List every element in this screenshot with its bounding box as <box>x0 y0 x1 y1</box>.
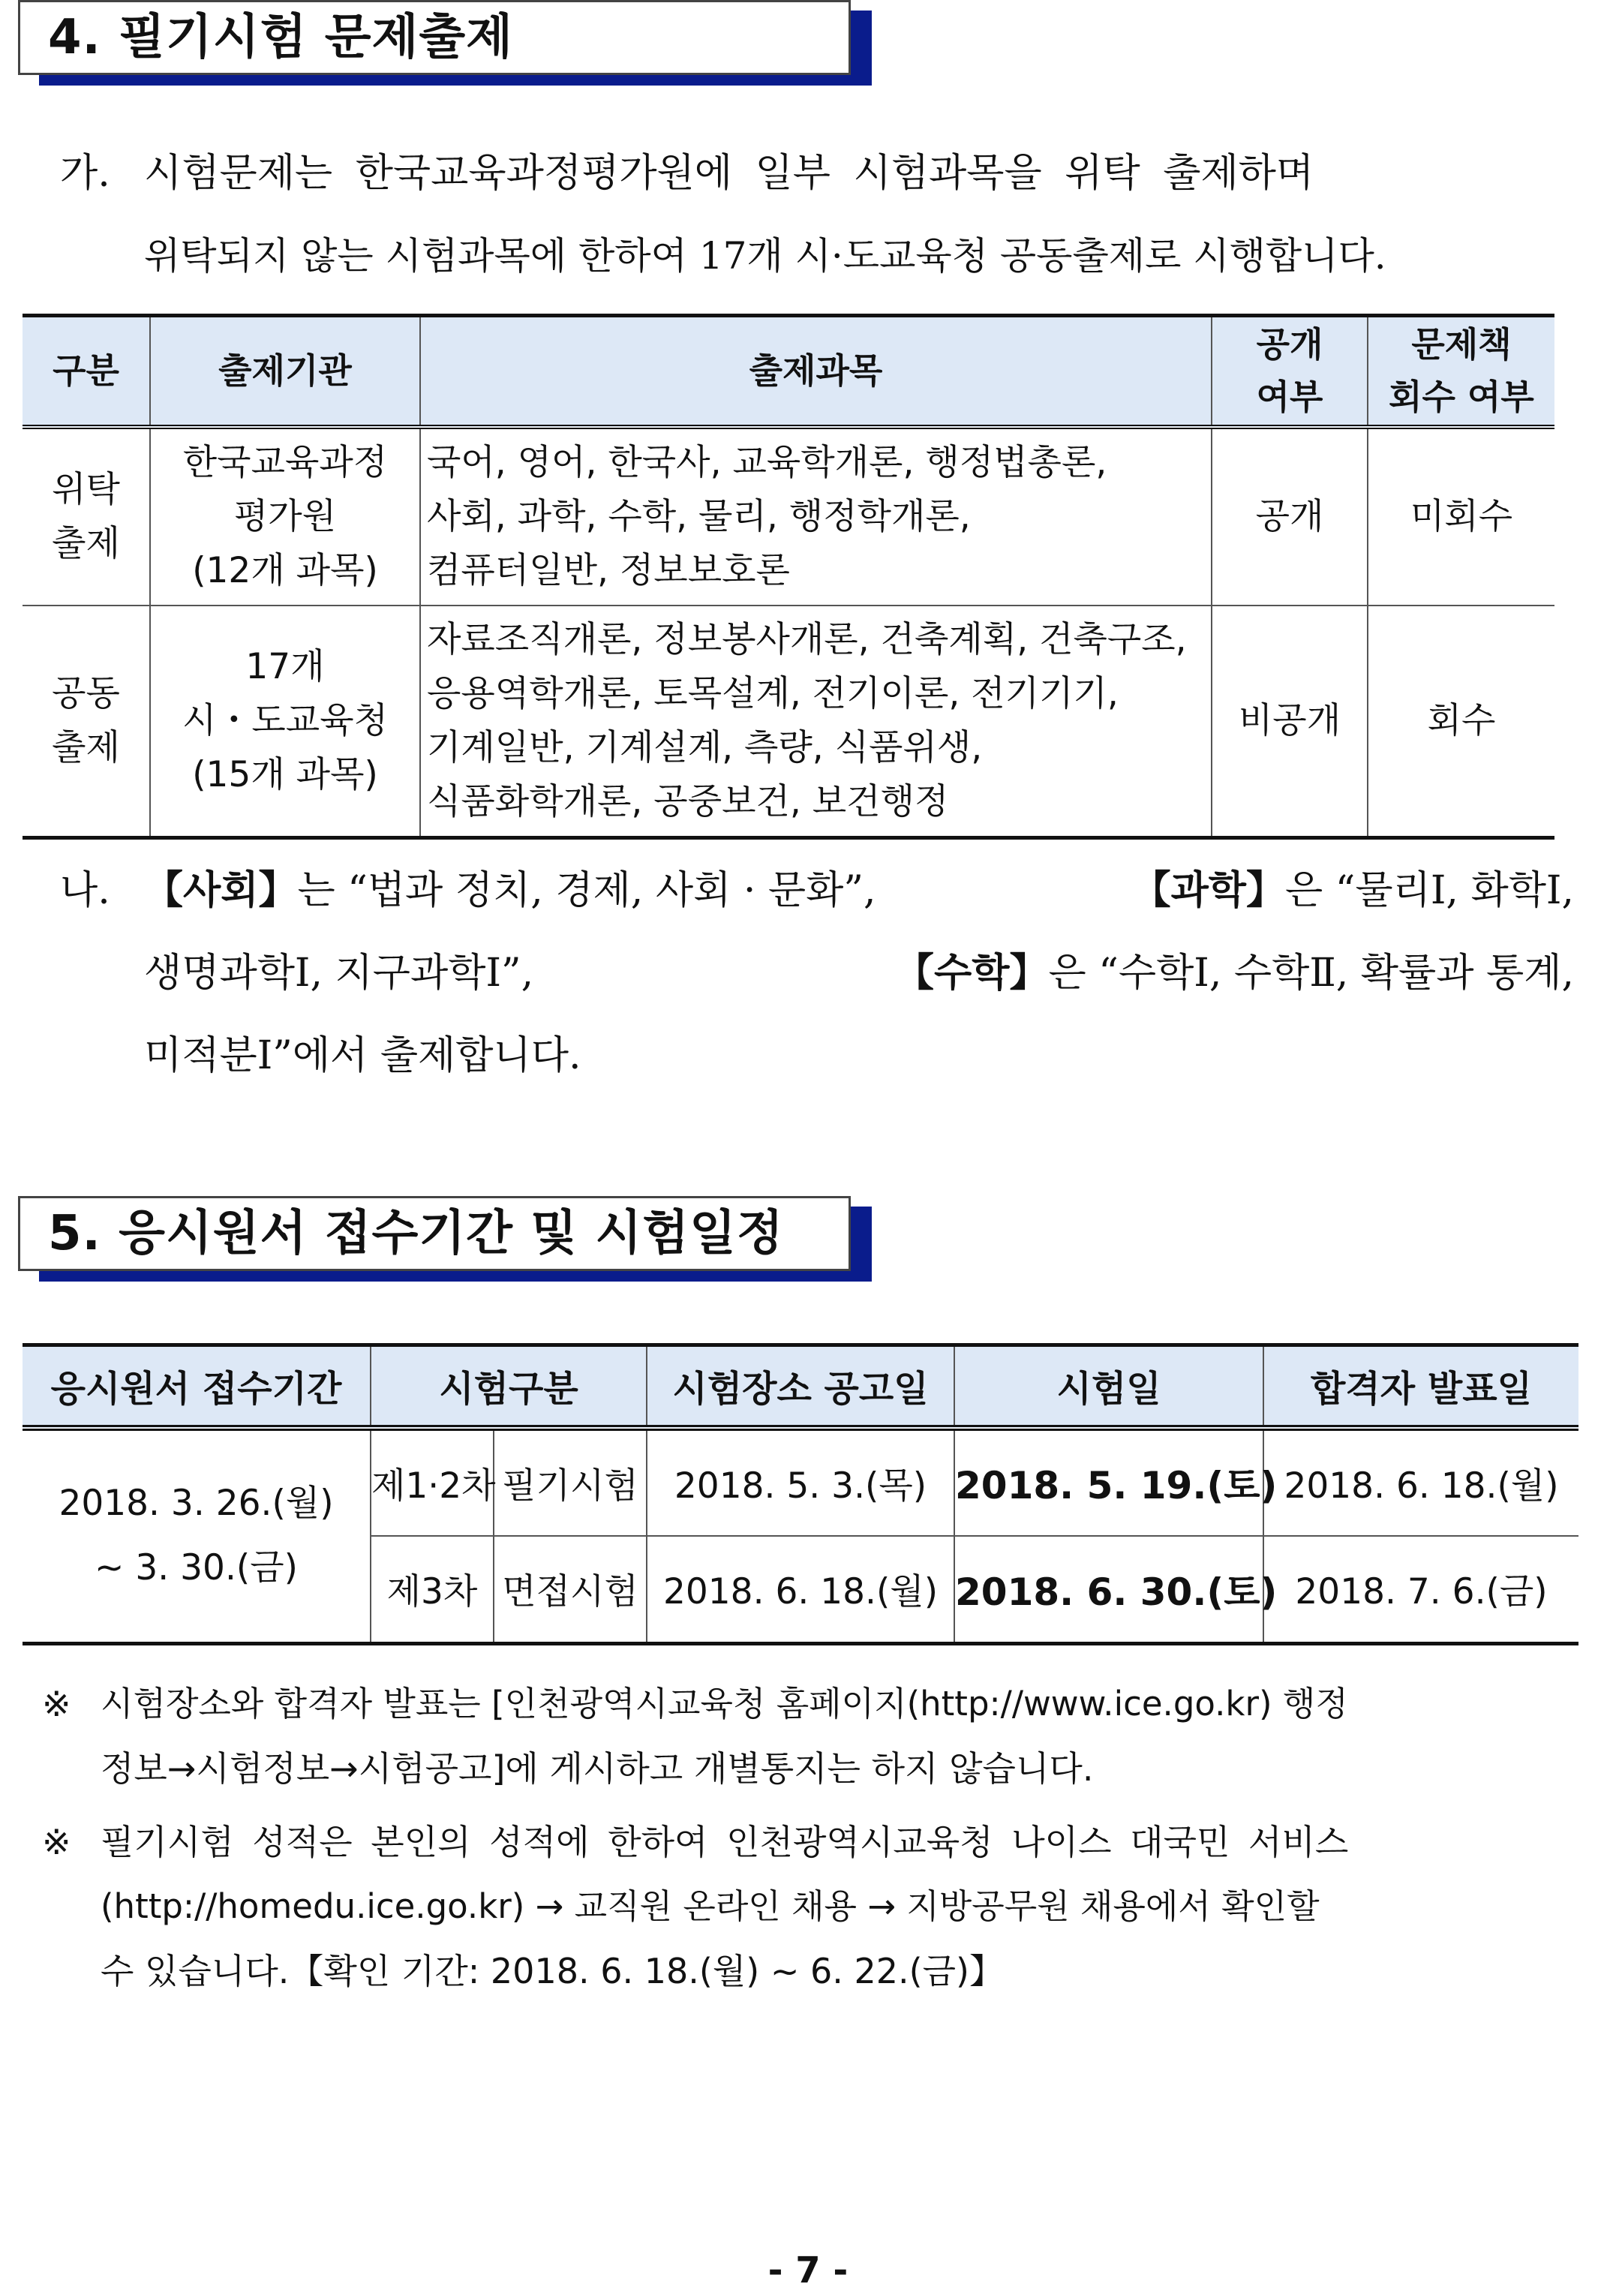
table-row <box>23 1428 1578 1536</box>
header-collect-line: 문제책 <box>1411 324 1512 365</box>
note-line: 시험장소와 합격자 발표는 [인천광역시교육청 홈페이지(http://www.ice.go.kr) 행정 <box>101 1684 1348 1724</box>
subject-line: 기계일반, 기계설계, 측량, 식품위생, <box>427 726 983 768</box>
result-date-cell: 2018. 7. 6.(금) <box>1263 1536 1578 1644</box>
header-collect <box>1368 316 1554 427</box>
collect-cell: 미회수 <box>1368 427 1554 606</box>
subjects-cell <box>420 427 1212 606</box>
header-public <box>1212 316 1368 427</box>
note-line: 정보→시험정보→시험공고]에 게시하고 개별통지는 하지 않습니다. <box>101 1748 1094 1789</box>
bold-bracket-term: 【수학】 <box>895 951 1049 996</box>
subject-line: 식품화학개론, 공중보건, 보건행정 <box>427 780 949 822</box>
agency-line: (15개 과목) <box>192 753 378 795</box>
table-row <box>23 427 1554 606</box>
agency-line: 한국교육과정 <box>182 441 388 483</box>
period-line: ~ 3. 30.(금) <box>95 1547 298 1589</box>
header-collect-line: 회수 여부 <box>1389 377 1534 418</box>
subject-line: 사회, 과학, 수학, 물리, 행정학개론, <box>427 495 971 537</box>
agency-cell <box>150 427 420 606</box>
note-line: 수 있습니다.【확인 기간: 2018. 6. 18.(월) ~ 6. 22.(금)】 <box>101 1951 1004 1991</box>
subject-line: 국어, 영어, 한국사, 교육학개론, 행정법총론, <box>427 441 1107 483</box>
note-line: 필기시험 성적은 본인의 성적에 한하여 인천광역시교육청 나이스 대국민 서비스 <box>101 1822 1349 1862</box>
type-cell: 필기시험 <box>494 1428 647 1536</box>
agency-cell <box>150 606 420 838</box>
period-line: 2018. 3. 26.(월) <box>59 1483 334 1525</box>
note-line: (http://homedu.ice.go.kr) → 교직원 온라인 채용 → 지방공무원 채용에서 확인할 <box>101 1886 1320 1926</box>
agency-line: (12개 과목) <box>192 549 378 591</box>
public-cell: 비공개 <box>1212 606 1368 838</box>
schedule-table <box>23 1343 1578 1645</box>
paragraph-line <box>144 849 1574 932</box>
header-exam-date: 시험일 <box>954 1345 1263 1428</box>
round-cell: 제3차 <box>371 1536 494 1644</box>
division-line: 공동 <box>52 672 120 714</box>
section-5-title: 5. 응시원서 접수기간 및 시험일정 <box>48 1206 784 1261</box>
header-public-line: 여부 <box>1256 377 1323 418</box>
paragraph-line <box>144 932 1574 1014</box>
note-score-check <box>42 1810 1572 2003</box>
subject-line: 컴퓨터일반, 정보보호론 <box>427 549 790 591</box>
public-cell: 공개 <box>1212 427 1368 606</box>
subject-line: 자료조직개론, 정보봉사개론, 건축계획, 건축구조, <box>427 618 1187 660</box>
header-result-date: 합격자 발표일 <box>1263 1345 1578 1428</box>
subject-table <box>23 314 1554 840</box>
division-line: 출제 <box>52 522 120 564</box>
paragraph-line: 미적분Ⅰ”에서 출제합니다. <box>144 1033 581 1078</box>
round-cell: 제1·2차 <box>371 1428 494 1536</box>
inline-text: 은 “물리Ⅰ, 화학Ⅰ, <box>1285 868 1574 913</box>
section-4-title: 4. 필기시험 문제출제 <box>48 10 513 65</box>
bold-bracket-term: 【과학】 <box>1131 868 1286 913</box>
inline-text <box>1132 849 1574 932</box>
inline-text: 는 “법과 정치, 경제, 사회 · 문화”, <box>297 868 876 913</box>
division-cell <box>23 606 150 838</box>
paragraph-marker: 나. <box>60 868 110 913</box>
paragraph-ga <box>60 132 1574 297</box>
application-period-cell <box>23 1428 371 1644</box>
inline-text <box>895 932 1574 1014</box>
table-row <box>23 606 1554 838</box>
type-cell: 면접시험 <box>494 1536 647 1644</box>
note-mark: ※ <box>42 1684 71 1724</box>
section-5-heading <box>18 1196 851 1282</box>
header-agency: 출제기관 <box>150 316 420 427</box>
section-4-heading <box>18 0 851 86</box>
header-subjects: 출제과목 <box>420 316 1212 427</box>
division-cell <box>23 427 150 606</box>
table-header-row <box>23 316 1554 427</box>
agency-line: 17개 <box>245 645 325 687</box>
note-mark: ※ <box>42 1822 71 1862</box>
exam-date-cell: 2018. 6. 30.(토) <box>954 1536 1263 1644</box>
header-public-line: 공개 <box>1256 324 1323 365</box>
result-date-cell: 2018. 6. 18.(월) <box>1263 1428 1578 1536</box>
bold-bracket-term: 【사회】 <box>144 868 298 913</box>
note-venue-announcement <box>42 1672 1572 1801</box>
collect-cell: 회수 <box>1368 606 1554 838</box>
paragraph-marker: 가. <box>60 151 110 196</box>
inline-text <box>144 849 876 932</box>
page-number: - 7 - <box>767 2249 849 2291</box>
paragraph-line: 시험문제는 한국교육과정평가원에 일부 시험과목을 위탁 출제하며 <box>144 151 1314 196</box>
header-exam-type: 시험구분 <box>371 1345 647 1428</box>
subjects-cell <box>420 606 1212 838</box>
agency-line: 시・도교육청 <box>182 699 388 741</box>
inline-text: 은 “수학Ⅰ, 수학Ⅱ, 확률과 통계, <box>1048 951 1574 996</box>
header-venue-notice: 시험장소 공고일 <box>647 1345 954 1428</box>
subject-line: 응용역학개론, 토목설계, 전기이론, 전기기기, <box>427 672 1119 714</box>
division-line: 위탁 <box>52 468 120 510</box>
notice-date-cell: 2018. 5. 3.(목) <box>647 1428 954 1536</box>
agency-line: 평가원 <box>233 495 337 537</box>
header-application-period: 응시원서 접수기간 <box>23 1345 371 1428</box>
table-header-row <box>23 1345 1578 1428</box>
paragraph-na <box>60 849 1574 1104</box>
paragraph-line: 위탁되지 않는 시험과목에 한하여 17개 시·도교육청 공동출제로 시행합니다. <box>144 234 1386 278</box>
notice-date-cell: 2018. 6. 18.(월) <box>647 1536 954 1644</box>
division-line: 출제 <box>52 726 120 768</box>
header-division: 구분 <box>23 316 150 427</box>
exam-date-cell: 2018. 5. 19.(토) <box>954 1428 1263 1536</box>
inline-text: 생명과학Ⅰ, 지구과학Ⅰ”, <box>144 951 534 996</box>
